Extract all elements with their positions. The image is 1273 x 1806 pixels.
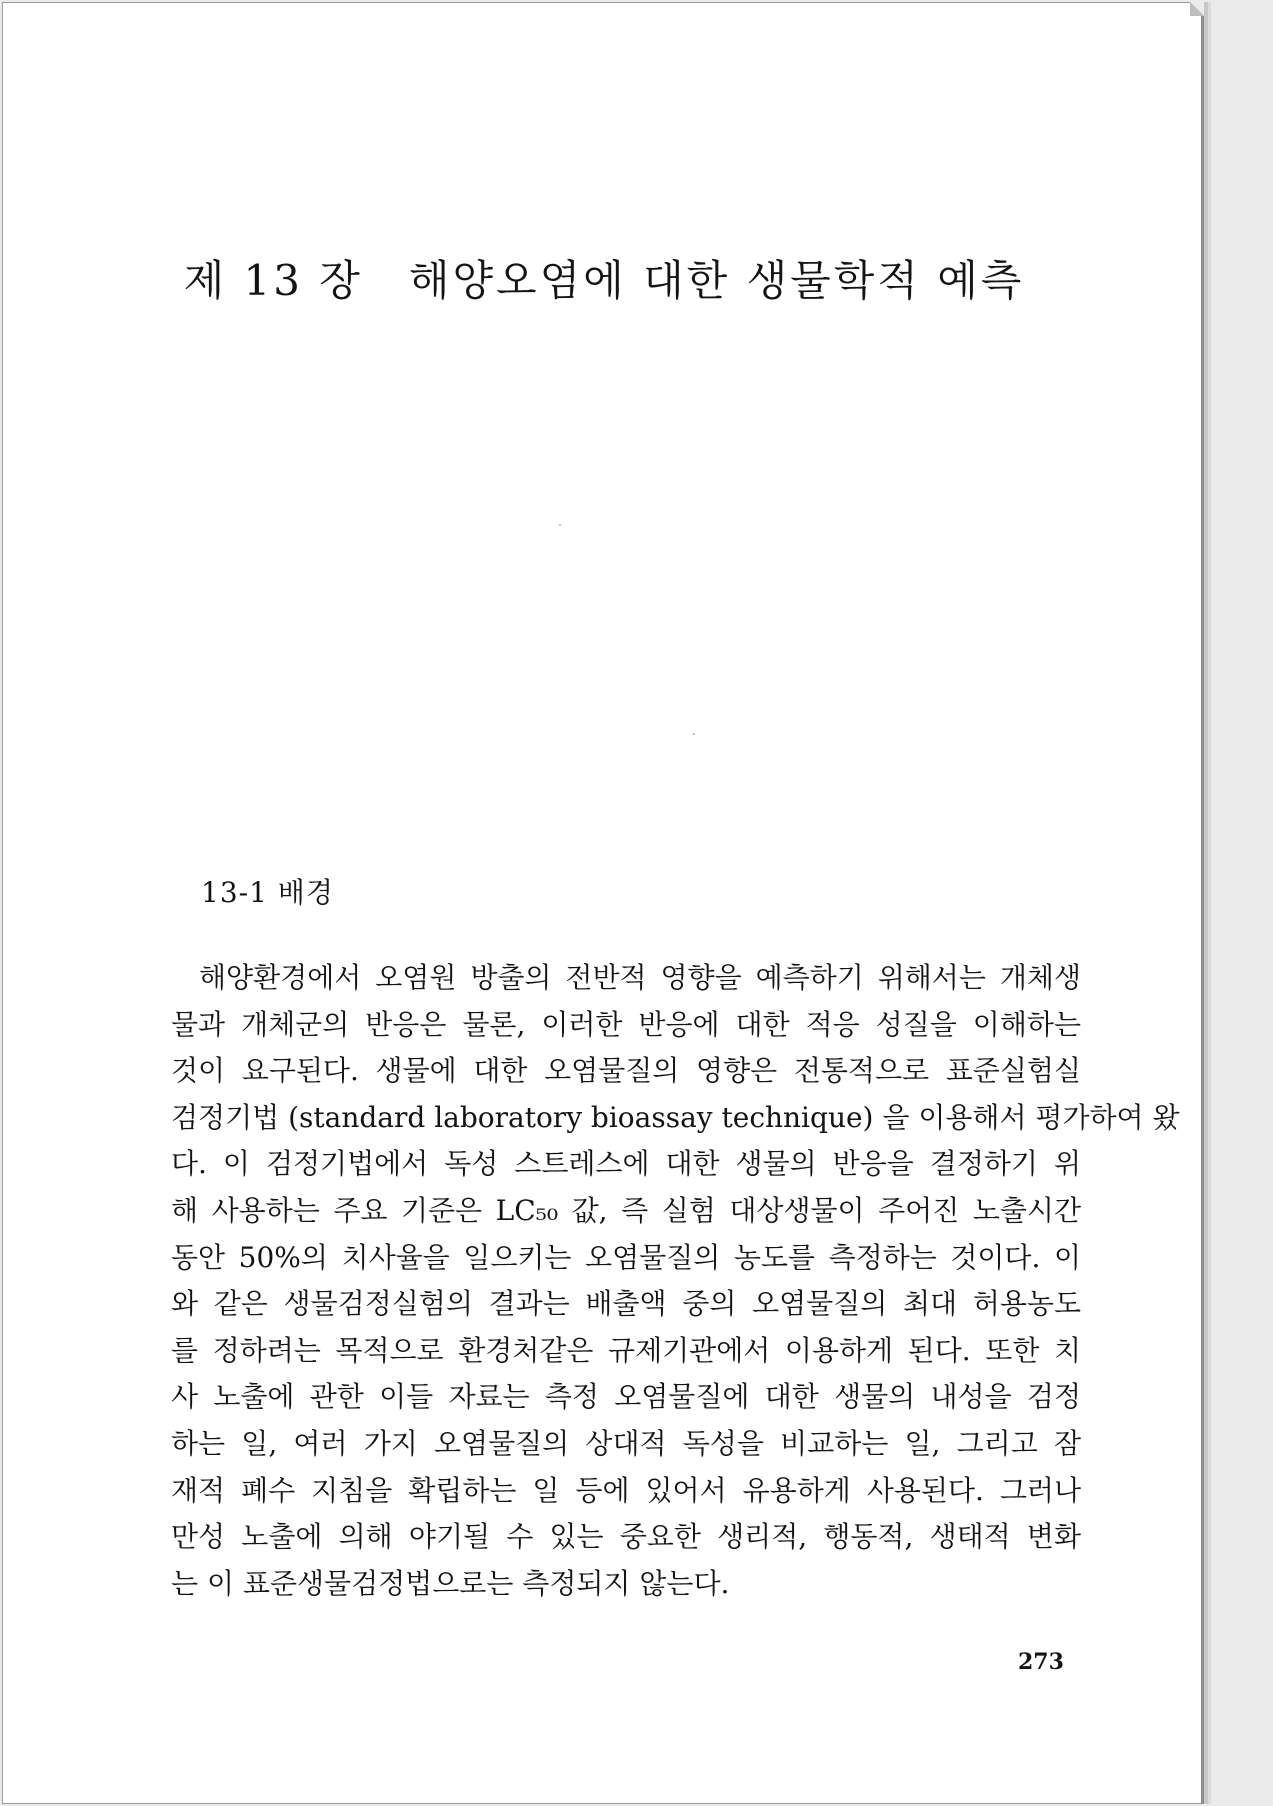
paragraph-line: 재적 폐수 지침을 확립하는 일 등에 있어서 유용하게 사용된다. 그러나 xyxy=(171,1473,1081,1507)
body-paragraph xyxy=(171,955,1180,1607)
paragraph-line: 해양환경에서 오염원 방출의 전반적 영향을 예측하기 위해서는 개체생 xyxy=(199,961,1081,994)
scan-speck xyxy=(693,733,695,735)
chapter-title-text: 해양오염에 대한 생물학적 예측 xyxy=(408,256,1025,305)
book-page xyxy=(2,2,1204,1804)
paragraph-line: 는 이 표준생물검정법으로는 측정되지 않는다. xyxy=(171,1566,730,1600)
paragraph-line: 동안 50%의 치사율을 일으키는 오염물질의 농도를 측정하는 것이다. 이 xyxy=(171,1240,1081,1274)
paragraph-line: 것이 요구된다. 생물에 대한 오염물질의 영향은 전통적으로 표준실험실 xyxy=(171,1054,1081,1088)
paragraph-line: 사 노출에 관한 이들 자료는 측정 오염물질에 대한 생물의 내성을 검정 xyxy=(171,1380,1081,1414)
section-heading: 13-1 배경 xyxy=(201,876,334,909)
scan-speck xyxy=(559,524,561,526)
paragraph-line: 를 정하려는 목적으로 환경처같은 규제기관에서 이용하게 된다. 또한 치 xyxy=(171,1333,1081,1367)
paragraph-line: 물과 개체군의 반응은 물론, 이러한 반응에 대한 적응 성질을 이해하는 xyxy=(171,1007,1081,1041)
paragraph-line: 만성 노출에 의해 야기될 수 있는 중요한 생리적, 행동적, 생태적 변화 xyxy=(171,1520,1081,1554)
paragraph-line: 다. 이 검정기법에서 독성 스트레스에 대한 생물의 반응을 결정하기 위 xyxy=(171,1147,1081,1181)
paragraph-line: 하는 일, 여러 가지 오염물질의 상대적 독성을 비교하는 일, 그리고 잠 xyxy=(171,1426,1081,1460)
chapter-number: 제 13 장 xyxy=(183,256,363,305)
paragraph-line: 해 사용하는 주요 기준은 LC₅₀ 값, 즉 실험 대상생물이 주어진 노출시간 xyxy=(171,1193,1081,1227)
paragraph-line: 검정기법 (standard laboratory bioassay technique) 을 이용해서 평가하여 왔 xyxy=(171,1100,1180,1134)
page-corner xyxy=(1190,2,1204,16)
chapter-title xyxy=(3,248,1205,308)
paragraph-line: 와 같은 생물검정실험의 결과는 배출액 중의 오염물질의 최대 허용농도 xyxy=(171,1287,1081,1321)
page-number: 273 xyxy=(1018,1649,1064,1675)
